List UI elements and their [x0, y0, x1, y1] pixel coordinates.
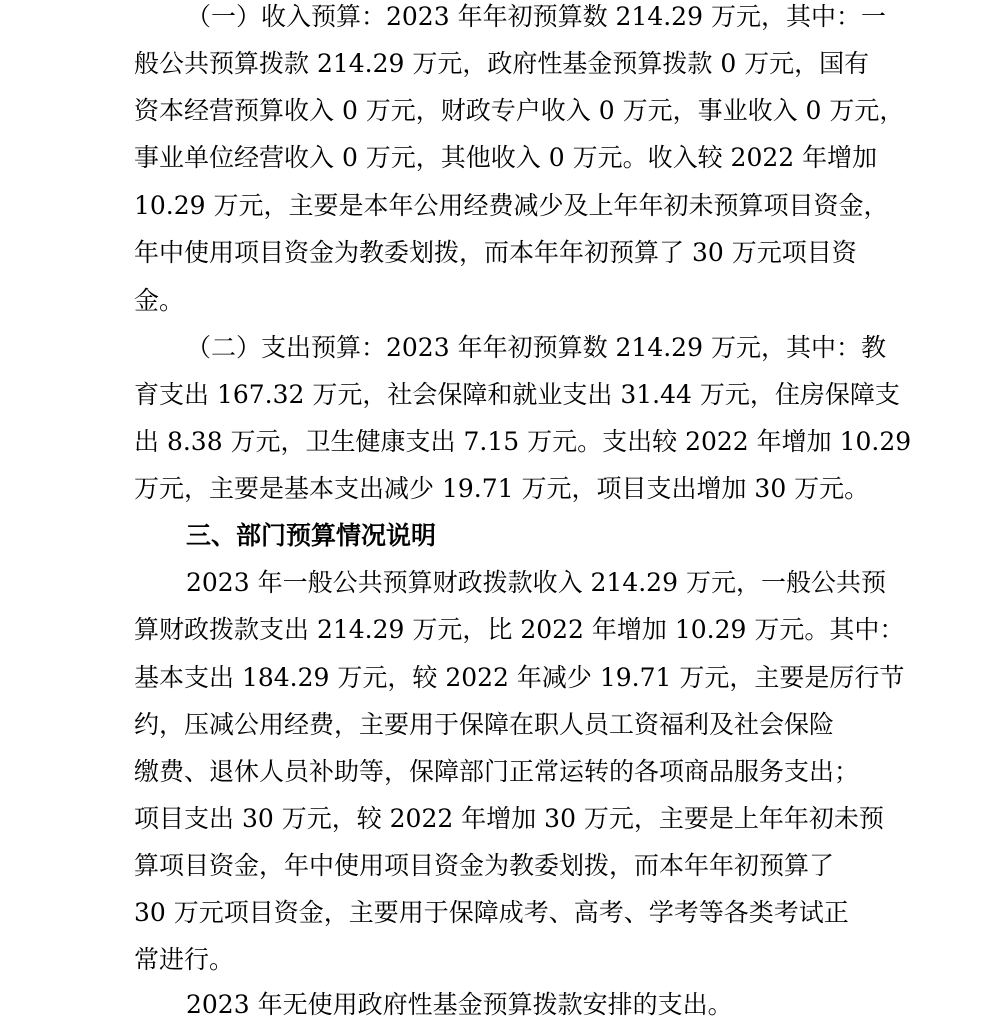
income-budget-line-7: 金。 [134, 286, 185, 315]
section-heading: 三、部门预算情况说明 [186, 521, 437, 550]
income-budget-line-3: 资本经营预算收入 0 万元，财政专户收入 0 万元，事业收入 0 万元， [134, 96, 905, 125]
dept-budget-line-4: 约，压减公用经费，主要用于保障在职人员工资福利及社会保险 [134, 710, 835, 739]
income-budget-line-1: （一）收入预算：2023 年年初预算数 214.29 万元，其中：一 [186, 2, 886, 31]
expense-budget-line-1: （二）支出预算：2023 年年初预算数 214.29 万元，其中：教 [186, 333, 886, 362]
gov-fund-line-1: 2023 年无使用政府性基金预算拨款安排的支出。 [186, 990, 733, 1019]
expense-budget-line-3: 出 8.38 万元，卫生健康支出 7.15 万元。支出较 2022 年增加 10.29 [134, 427, 912, 456]
income-budget-line-6: 年中使用项目资金为教委划拨，而本年年初预算了 30 万元项目资 [134, 238, 857, 267]
income-budget-line-4: 事业单位经营收入 0 万元，其他收入 0 万元。收入较 2022 年增加 [134, 143, 878, 172]
dept-budget-line-6: 项目支出 30 万元，较 2022 年增加 30 万元，主要是上年年初未预 [134, 804, 884, 833]
dept-budget-line-8: 30 万元项目资金，主要用于保障成考、高考、学考等各类考试正 [134, 898, 849, 927]
expense-budget-line-4: 万元，主要是基本支出减少 19.71 万元，项目支出增加 30 万元。 [134, 474, 870, 503]
dept-budget-line-7: 算项目资金，年中使用项目资金为教委划拨，而本年年初预算了 [134, 851, 835, 880]
dept-budget-line-5: 缴费、退休人员补助等，保障部门正常运转的各项商品服务支出； [134, 757, 860, 786]
income-budget-line-5: 10.29 万元，主要是本年公用经费减少及上年年初未预算项目资金， [134, 191, 889, 220]
dept-budget-line-1: 2023 年一般公共预算财政拨款收入 214.29 万元，一般公共预 [186, 568, 886, 597]
dept-budget-line-3: 基本支出 184.29 万元，较 2022 年减少 19.71 万元，主要是厉行节 [134, 663, 905, 692]
dept-budget-line-9: 常进行。 [134, 945, 235, 974]
expense-budget-line-2: 育支出 167.32 万元，社会保障和就业支出 31.44 万元，住房保障支 [134, 380, 900, 409]
income-budget-line-2: 般公共预算拨款 214.29 万元，政府性基金预算拨款 0 万元，国有 [134, 49, 870, 78]
dept-budget-line-2: 算财政拨款支出 214.29 万元，比 2022 年增加 10.29 万元。其中： [134, 615, 905, 644]
